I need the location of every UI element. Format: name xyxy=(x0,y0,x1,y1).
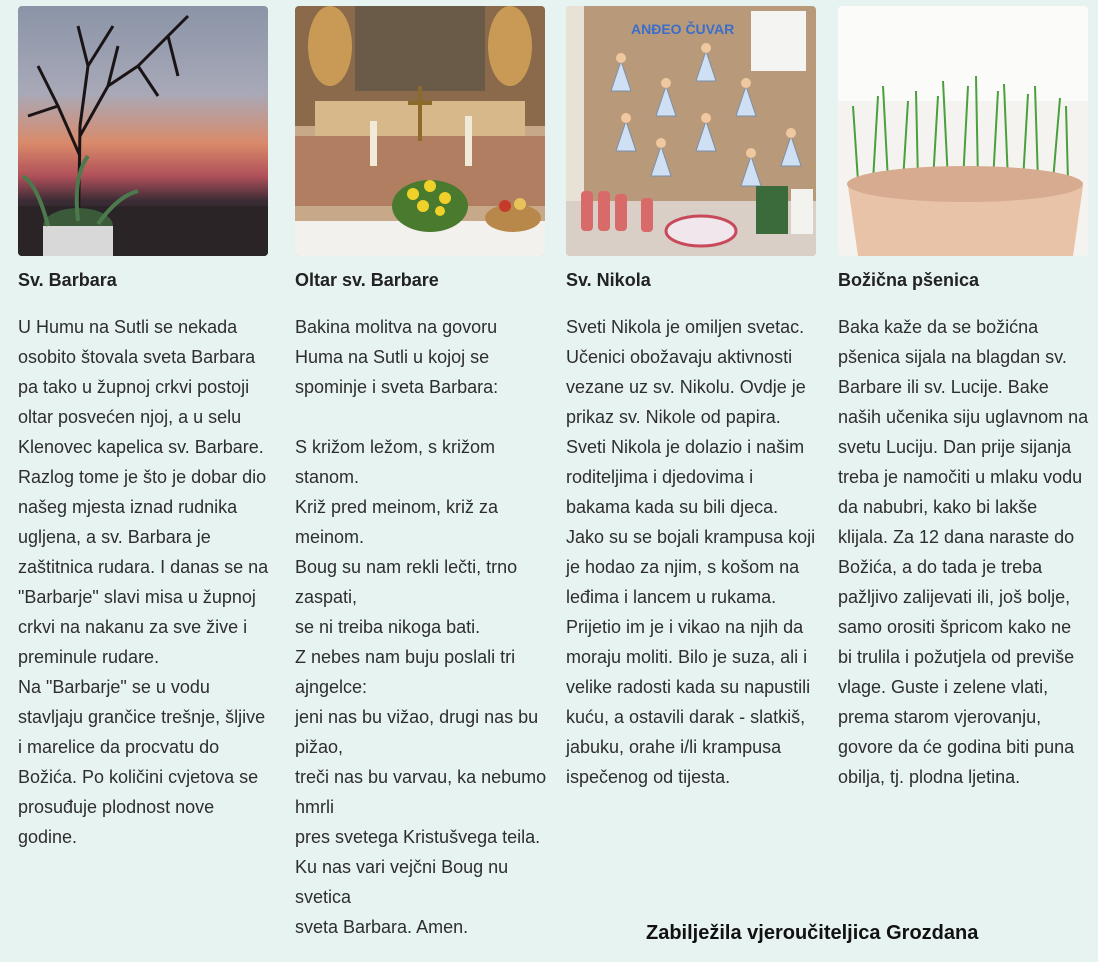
altar-photo xyxy=(295,6,545,256)
paragraph: Sveti Nikola je omiljen svetac. Učenici obožavaju aktivnosti vezane uz sv. Nikolu. Ovdje je prikaz sv. Nikole od papira. Sveti Nikola je dolazio i našim roditeljima i djedovima i bakama kada su bili djeca. Jako su se bojali krampusa koji je hodao za njim, s košom na leđima i lancem u rukama. Prijetio im je i vikao na njih da moraju moliti. Bilo je suza, ali i velike radosti kada su napustili kuću, a ostavili darak - slatkiš, jabuku, orahe i/li krampusa ispečenog od tijesta. xyxy=(566,317,816,787)
column-sv-barbara xyxy=(18,6,270,852)
angels-board-photo xyxy=(566,6,816,256)
paragraph: U Humu na Sutli se nekada osobito štovala sveta Barbara pa tako u župnoj crkvi postoji oltar posvećen njoj, a u selu Klenovec kapelica sv. Barbare. Razlog tome je što je dobar dio našeg mjesta iznad rudnika ugljena, a sv. Barbara je zaštitnica rudara. I danas se na "Barbarje" slavi misa u župnoj crkvi na nakanu za sve žive i preminule rudare. xyxy=(18,317,269,667)
paragraph: Na "Barbarje" se u vodu stavljaju grančice trešnje, šljive i marelice da procvatu do Božića. Po količini cvjetova se prosuđuje plodnost nove godine. xyxy=(18,677,266,847)
intro-paragraph: Bakina molitva na govoru Huma na Sutli u kojoj se spominje i sveta Barbara: xyxy=(295,317,499,397)
column-title: Božična pšenica xyxy=(838,270,980,290)
poem-line: jeni nas bu vižao, drugi nas bu pižao, xyxy=(295,707,539,757)
sunset-branch-photo xyxy=(18,6,268,256)
column-text xyxy=(838,312,1090,792)
column-text xyxy=(295,312,547,942)
column-sv-nikola xyxy=(566,6,818,792)
poem-line: Križ pred meinom, križ za meinom. xyxy=(295,497,499,547)
board-heading: ANĐEO ČUVAR xyxy=(631,21,735,37)
column-title: Sv. Barbara xyxy=(18,270,117,290)
poem-line: Z nebes nam buju poslali tri ajngelce: xyxy=(295,647,516,697)
column-bozicna-psenica xyxy=(838,6,1090,792)
poem-line: treči nas bu varvau, ka nebumo hmrli xyxy=(295,767,547,817)
column-text xyxy=(18,312,270,852)
column-title: Sv. Nikola xyxy=(566,270,651,290)
column-title: Oltar sv. Barbare xyxy=(295,270,439,290)
poem-line: S križom ležom, s križom stanom. xyxy=(295,437,496,487)
paragraph: Baka kaže da se božićna pšenica sijala na blagdan sv. Barbare ili sv. Lucije. Bake naših učenika siju uglavnom na svetu Luciju. Dan prije sijanja treba je namočiti u mlaku vodu da nabubri, kako bi lakše klijala. Za 12 dana naraste do Božića, a do tada je treba pažljivo zalijevati ili, još bolje, samo orositi špricom kako ne bi trulila i požutjela od previše vlage. Guste i zelene vlati, prema starom vjerovanju, govore da će godina biti puna obilja, tj. plodna ljetina. xyxy=(838,317,1089,787)
poem-line: se ni treiba nikoga bati. xyxy=(295,617,481,637)
column-oltar xyxy=(295,6,547,942)
christmas-wheat-photo xyxy=(838,6,1088,256)
poem-line: sveta Barbara. Amen. xyxy=(295,917,469,937)
signature: Zabilježila vjeroučiteljica Grozdana xyxy=(646,922,979,944)
poem-line: pres svetega Kristušvega teila. xyxy=(295,827,541,847)
poem-line: Ku nas vari vejčni Boug nu svetica xyxy=(295,857,509,907)
column-text xyxy=(566,312,818,792)
poem-line: Boug su nam rekli lečti, trno zaspati, xyxy=(295,557,518,607)
